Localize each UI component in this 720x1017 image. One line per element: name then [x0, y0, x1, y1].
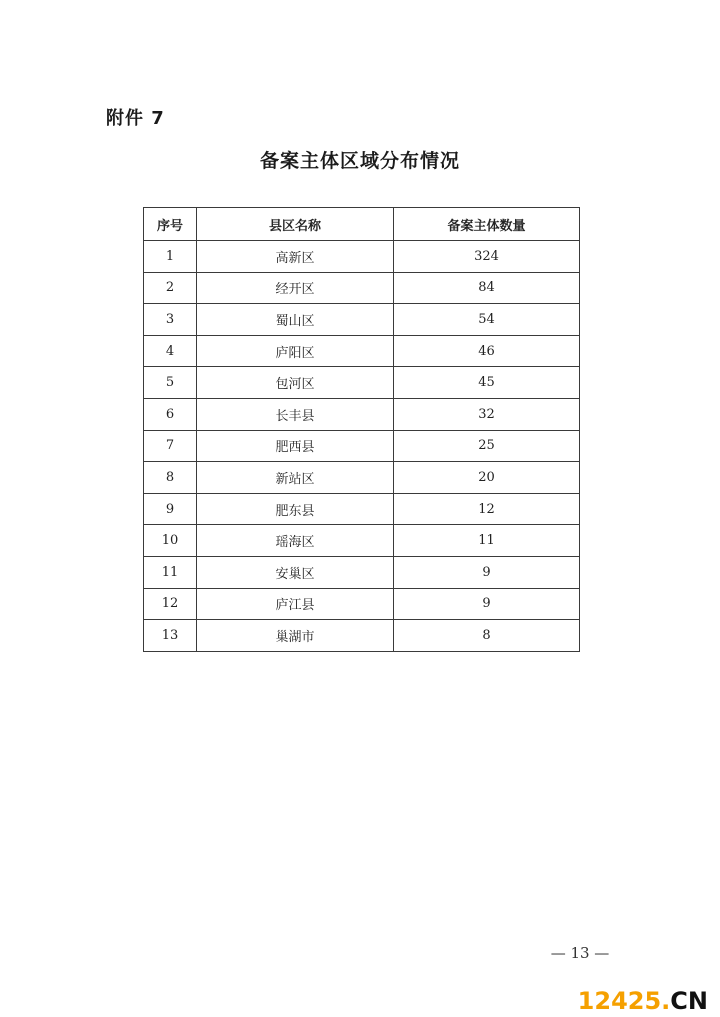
cell-count: 8 — [394, 620, 580, 652]
cell-district: 庐阳区 — [197, 335, 394, 367]
cell-district: 肥西县 — [197, 430, 394, 462]
distribution-table — [143, 207, 580, 652]
cell-district: 巢湖市 — [197, 620, 394, 652]
cell-district: 庐江县 — [197, 588, 394, 620]
header-count: 备案主体数量 — [394, 208, 580, 241]
table-row — [144, 304, 580, 336]
table-row — [144, 367, 580, 399]
cell-count: 9 — [394, 588, 580, 620]
cell-count: 25 — [394, 430, 580, 462]
table-row — [144, 462, 580, 494]
cell-district: 安巢区 — [197, 556, 394, 588]
site-watermark — [578, 987, 708, 1015]
table-row — [144, 525, 580, 557]
cell-count: 45 — [394, 367, 580, 399]
cell-index: 5 — [144, 367, 197, 399]
cell-district: 包河区 — [197, 367, 394, 399]
table-row — [144, 620, 580, 652]
cell-index: 9 — [144, 493, 197, 525]
cell-index: 3 — [144, 304, 197, 336]
page-number: — 13 — — [550, 944, 610, 962]
cell-district: 新站区 — [197, 462, 394, 494]
cell-district: 瑶海区 — [197, 525, 394, 557]
cell-count: 11 — [394, 525, 580, 557]
cell-count: 20 — [394, 462, 580, 494]
table-row — [144, 588, 580, 620]
document-title: 备案主体区域分布情况 — [259, 150, 460, 172]
table-row — [144, 398, 580, 430]
attachment-label: 附件 7 — [106, 108, 165, 129]
cell-count: 84 — [394, 272, 580, 304]
cell-index: 8 — [144, 462, 197, 494]
cell-count: 46 — [394, 335, 580, 367]
table-row — [144, 430, 580, 462]
watermark-number: 12425 — [577, 987, 662, 1015]
table-row — [144, 335, 580, 367]
cell-count: 54 — [394, 304, 580, 336]
header-district: 县区名称 — [197, 208, 394, 241]
table-row — [144, 493, 580, 525]
cell-district: 长丰县 — [197, 398, 394, 430]
cell-index: 10 — [144, 525, 197, 557]
cell-index: 4 — [144, 335, 197, 367]
watermark-suffix: CN — [670, 987, 708, 1015]
cell-count: 12 — [394, 493, 580, 525]
cell-district: 高新区 — [197, 241, 394, 273]
cell-count: 324 — [394, 241, 580, 273]
header-index: 序号 — [144, 208, 197, 241]
cell-index: 7 — [144, 430, 197, 462]
cell-index: 2 — [144, 272, 197, 304]
table-row — [144, 556, 580, 588]
table-row — [144, 241, 580, 273]
cell-district: 蜀山区 — [197, 304, 394, 336]
cell-index: 13 — [144, 620, 197, 652]
cell-count: 9 — [394, 556, 580, 588]
cell-index: 12 — [144, 588, 197, 620]
cell-count: 32 — [394, 398, 580, 430]
cell-index: 6 — [144, 398, 197, 430]
watermark-dot: . — [661, 987, 671, 1015]
cell-district: 肥东县 — [197, 493, 394, 525]
table-header-row — [144, 208, 580, 241]
cell-district: 经开区 — [197, 272, 394, 304]
cell-index: 1 — [144, 241, 197, 273]
cell-index: 11 — [144, 556, 197, 588]
table-row — [144, 272, 580, 304]
